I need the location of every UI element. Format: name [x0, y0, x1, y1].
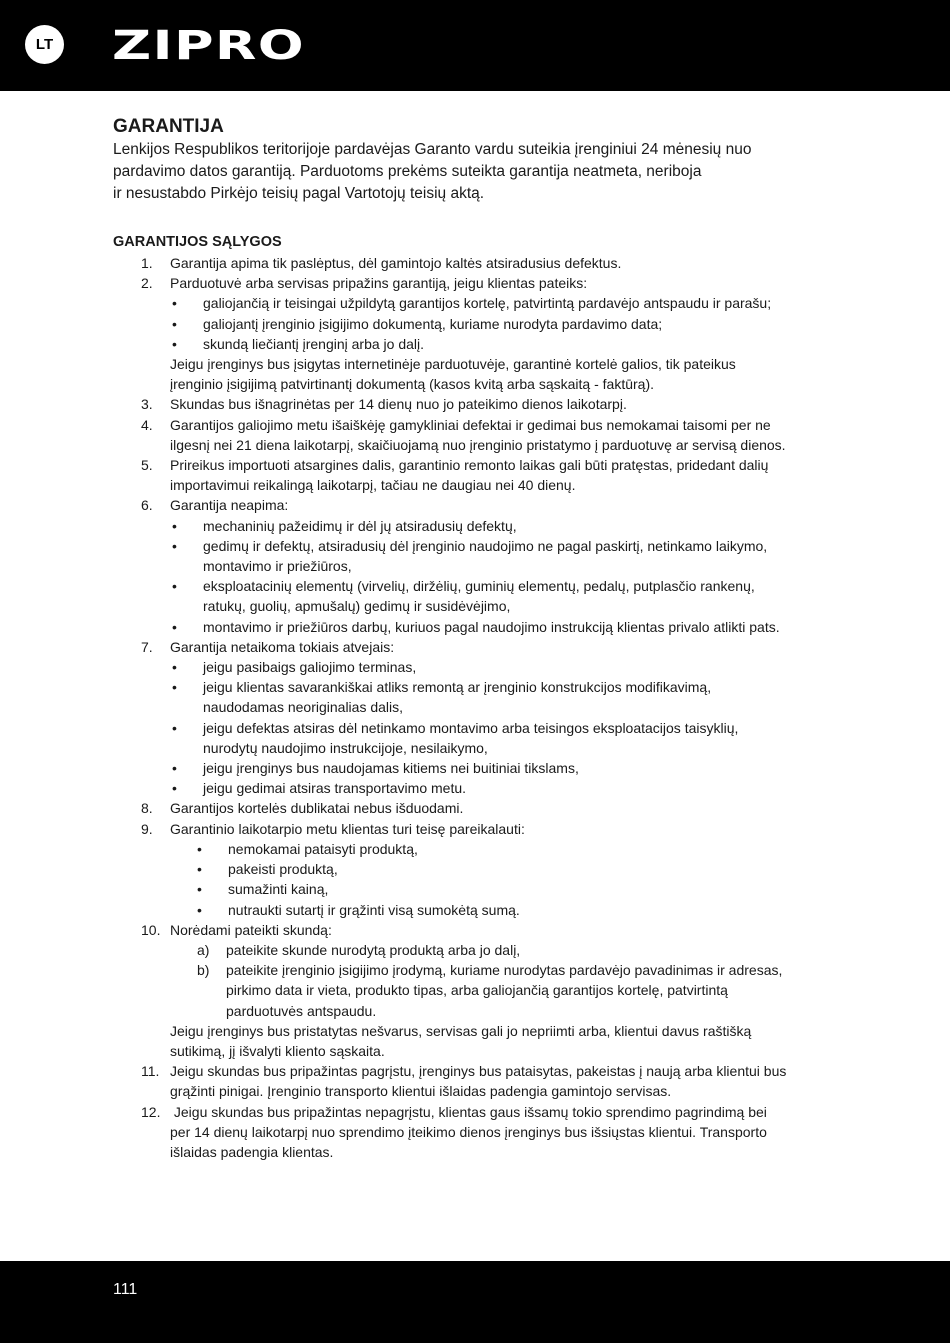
text-line: ilgesnį nei 21 diena laikotarpį, skaičiuojamą nuo įrenginio pristatymo į parduotuvę ar servisą dienos.	[170, 436, 786, 453]
condition-item-5	[113, 455, 843, 495]
text-line: Jeigu skundas bus pripažintas nepagrįstu, klientas gaus išsamų tokio sprendimo pagrindimą bei	[170, 1103, 767, 1120]
text-line: pirkimo data ir vieta, produkto tipas, arba galiojančią garantijos kortelę, patvirtintą	[226, 982, 728, 999]
item-text: Garantija apima tik paslėptus, dėl gamintojo kaltės atsiradusius defektus.	[170, 255, 622, 271]
condition-item-9	[113, 819, 843, 920]
item-number: 9.	[141, 820, 153, 837]
item-letter: a)	[197, 941, 210, 958]
list-item	[170, 960, 843, 1021]
intro-line: Lenkijos Respublikos teritorijoje pardavėjas Garanto vardu suteikia įrenginiui 24 mėnesių nuo	[113, 141, 752, 158]
text-line: Prireikus importuoti atsargines dalis, garantinio remonto laikas gali būti pratęstas, pridedant dalių	[170, 457, 769, 474]
text-line: importavimui reikalingą laikotarpį, tačiau ne daugiau nei 40 dienų.	[170, 477, 576, 494]
condition-item-7	[113, 637, 843, 799]
item-number: 8.	[141, 800, 153, 817]
note-line: Jeigu įrenginys bus įsigytas internetinėje parduotuvėje, garantinė kortelė galios, tik pateikus	[170, 356, 736, 373]
list-item: • galiojantį įrenginio įsigijimo dokumentą, kuriame nurodyta pardavimo data;	[170, 314, 843, 334]
text-line: išlaidas padengia klientas.	[170, 1143, 334, 1160]
note-line: įrenginio įsigijimą patvirtinantį dokumentą (kasos kvitą arba sąskaitą - faktūrą).	[170, 376, 654, 393]
text-line: mechaninių pažeidimų ir dėl jų atsiradusių defektų,	[203, 517, 517, 534]
conditions-list	[113, 253, 843, 1162]
list-item	[170, 758, 843, 778]
bullet-list	[170, 657, 843, 798]
list-item	[170, 657, 843, 677]
note-line: Jeigu įrenginys bus pristatytas nešvarus, servisas gali jo nepriimti arba, klientui davus raštišką	[170, 1022, 752, 1039]
list-item	[170, 940, 843, 960]
item-text	[170, 455, 843, 495]
brand-logo: ZIPRO	[112, 23, 306, 69]
item-text: Skundas bus išnagrinėtas per 14 dienų nuo jo pateikimo dienos laikotarpį.	[170, 396, 627, 413]
page-header	[0, 0, 950, 91]
bullet-list	[170, 516, 843, 637]
condition-item-6	[113, 495, 843, 636]
text-line: jeigu defektas atsiras dėl netinkamo montavimo arba teisingos eksploatacijos taisyklių,	[203, 719, 739, 736]
page-footer	[0, 1261, 950, 1343]
list-item: • pakeisti produktą,	[170, 859, 843, 879]
list-item	[170, 536, 843, 576]
item-text: Garantija neapima:	[170, 497, 289, 514]
page-title: GARANTIJA	[113, 116, 224, 137]
text-line: eksploatacinių elementų (virvelių, diržėlių, guminių elementų, pedalų, putplasčio rankenų,	[203, 578, 755, 595]
item-text	[170, 415, 843, 455]
item-text: Garantinio laikotarpio metu klientas turi teisę pareikalauti:	[170, 820, 525, 837]
condition-item-12	[113, 1102, 843, 1163]
list-item	[170, 718, 843, 758]
list-item: • nemokamai pataisyti produktą,	[170, 839, 843, 859]
text-line: parduotuvės antspaudu.	[226, 1002, 377, 1019]
item-text: Parduotuvė arba servisas pripažins garantiją, jeigu klientas pateiks:	[170, 275, 588, 292]
bullet-list	[170, 293, 843, 354]
condition-item-10	[113, 920, 843, 1061]
text-line: montavimo ir priežiūros,	[203, 558, 352, 575]
text-line: jeigu pasibaigs galiojimo terminas,	[203, 659, 417, 676]
text-line: ratukų, guolių, apmušalų) gedimų ir susidėvėjimo,	[203, 598, 511, 615]
text-line: Garantijos galiojimo metu išaiškėję gamykliniai defektai ir gedimai bus nemokamai taisomi per ne	[170, 416, 771, 433]
item-number: 10.	[141, 921, 161, 938]
item-text: Norėdami pateikti skundą:	[170, 921, 332, 938]
text-line: Jeigu skundas bus pripažintas pagrįstu, įrenginys bus pataisytas, pakeistas į naują arba klientui bus	[170, 1063, 787, 1080]
text-line: jeigu įrenginys bus naudojamas kitiems nei buitiniai tikslams,	[203, 760, 579, 777]
item-number: 6.	[141, 497, 153, 514]
item-letter: b)	[197, 962, 210, 979]
text-line: pateikite įrenginio įsigijimo įrodymą, kuriame nurodytas pardavėjo pavadinimas ir adresas,	[226, 962, 783, 979]
list-item	[170, 677, 843, 717]
warranty-content	[113, 115, 843, 1162]
text-line: nurodytų naudojimo instrukcijoje, nesilaikymo,	[203, 739, 488, 756]
item-text	[170, 1102, 843, 1163]
language-badge: LT	[25, 25, 64, 64]
text-line: jeigu klientas savarankiškai atliks remontą ar įrenginio konstrukcijos modifikavimą,	[203, 679, 712, 696]
text-line: gedimų ir defektų, atsiradusių dėl įrenginio naudojimo ne pagal paskirtį, netinkamo laikymo,	[203, 537, 768, 554]
item-number: 5.	[141, 457, 153, 474]
condition-item-8	[113, 798, 843, 818]
note-line: sutikimą, jį išvalyti kliento sąskaita.	[170, 1042, 385, 1059]
item-note	[170, 354, 843, 394]
text-line: jeigu gedimai atsiras transportavimo metu.	[203, 780, 467, 797]
condition-item-3	[113, 394, 843, 414]
item-number: 2.	[141, 275, 153, 292]
item-number: 12.	[141, 1103, 161, 1120]
item-text: Garantijos kortelės dublikatai nebus išduodami.	[170, 800, 464, 817]
item-number: 7.	[141, 638, 153, 655]
page-number: 111	[113, 1281, 138, 1298]
lettered-list	[170, 940, 843, 1021]
condition-item-2	[113, 273, 843, 394]
item-text: Garantija netaikoma tokiais atvejais:	[170, 638, 395, 655]
conditions-title: GARANTIJOS SĄLYGOS	[113, 234, 282, 250]
list-item	[170, 617, 843, 637]
list-item: • galiojančią ir teisingai užpildytą garantijos kortelę, patvirtintą pardavėjo antspaudu ir parašu;	[170, 293, 843, 313]
condition-item-11	[113, 1061, 843, 1101]
list-item: • sumažinti kainą,	[170, 879, 843, 899]
intro-line: ir nesustabdo Pirkėjo teisių pagal Vartotojų teisių aktą.	[113, 185, 485, 202]
item-text	[170, 1061, 843, 1101]
condition-item-1	[113, 253, 843, 273]
text-line: per 14 dienų laikotarpį nuo sprendimo įteikimo dienos įrenginys bus išsiųstas klientui. Transporto	[170, 1123, 767, 1140]
list-item: • nutraukti sutartį ir grąžinti visą sumokėtą sumą.	[170, 900, 843, 920]
item-number: 11.	[141, 1063, 160, 1080]
intro-paragraph	[113, 139, 843, 205]
text-line: montavimo ir priežiūros darbų, kuriuos pagal naudojimo instrukciją klientas privalo atlikti pats.	[203, 618, 780, 635]
list-item	[170, 516, 843, 536]
text-line: grąžinti pinigai. Įrenginio transporto klientui išlaidas padengia gamintojo servisas.	[170, 1083, 672, 1100]
bullet-list	[170, 839, 843, 920]
text-line: pateikite skunde nurodytą produktą arba jo dalį,	[226, 941, 521, 958]
item-number: 4.	[141, 416, 153, 433]
item-number: 1.	[141, 255, 153, 271]
text-line: naudodamas neoriginalias dalis,	[203, 699, 404, 716]
item-number: 3.	[141, 396, 153, 413]
condition-item-4	[113, 415, 843, 455]
list-item: • skundą liečiantį įrenginį arba jo dalį.	[170, 334, 843, 354]
list-item	[170, 576, 843, 616]
intro-line: pardavimo datos garantiją. Parduotoms prekėms suteikta garantija neatmeta, neriboja	[113, 163, 702, 180]
list-item	[170, 778, 843, 798]
item-note	[170, 1021, 843, 1061]
